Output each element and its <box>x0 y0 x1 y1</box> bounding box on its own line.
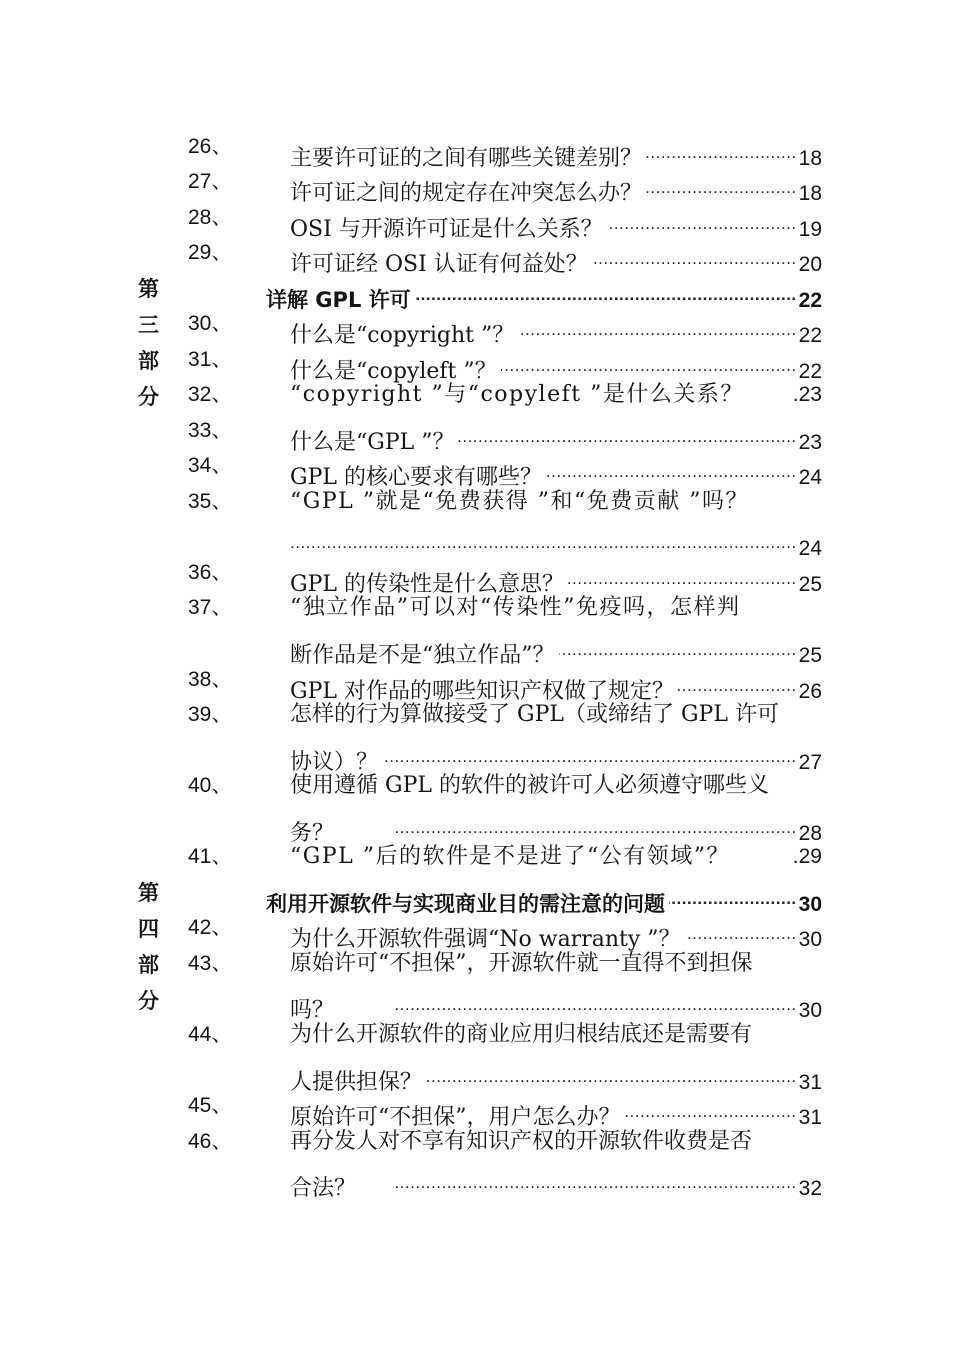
entry-number: 37、 <box>188 596 233 619</box>
entry-title-continued: 人提供担保？ <box>290 1070 423 1095</box>
entry-number: 40、 <box>188 774 233 797</box>
entry-page: 25 <box>798 573 822 596</box>
entry-title-continued: 协议）？ <box>290 750 379 775</box>
dot-leader <box>415 271 797 307</box>
entry-title: 什么是“copyright ”？ <box>290 323 515 348</box>
dot-leader <box>290 519 797 555</box>
entry-title: GPL 对作品的哪些知识产权做了规定？ <box>290 679 674 704</box>
entry-title: 使用遵循 GPL 的软件的被许可人必须遵守哪些义 <box>290 773 769 798</box>
dot-leader <box>518 306 796 342</box>
entry-number: 27、 <box>188 170 233 193</box>
entry-page: 19 <box>798 218 822 241</box>
entry-page: 18 <box>798 182 822 205</box>
section-number: 第三部分 <box>138 277 159 409</box>
entry-page: 32 <box>798 1177 822 1200</box>
entry-title-continued: 吗？ <box>290 998 335 1023</box>
entry-number: 32、 <box>188 383 233 406</box>
entry-title: “copyright ”与“copyleft ”是什么关系？ <box>290 382 744 407</box>
entry-page: 26 <box>798 680 822 703</box>
dot-leader <box>625 1088 797 1124</box>
entry-title: OSI 与开源许可证是什么关系？ <box>290 217 603 242</box>
entry-title: GPL 的传染性是什么意思？ <box>290 572 564 597</box>
entry-title: 再分发人对不享有知识产权的开源软件收费是否 <box>290 1129 753 1154</box>
entry-title: 原始许可“不担保”，用户怎么办？ <box>290 1105 621 1130</box>
entry-number: 35、 <box>188 490 233 513</box>
dot-leader <box>458 413 796 449</box>
entry-page: 22 <box>798 289 822 312</box>
entry-title: 许可证之间的规定存在冲突怎么办？ <box>290 181 643 206</box>
entry-page: 31 <box>798 1106 822 1129</box>
dot-leader <box>646 129 797 165</box>
dot-leader <box>394 981 797 1017</box>
dot-leader <box>607 200 797 236</box>
dot-leader <box>501 342 797 378</box>
dot-leader <box>685 910 797 946</box>
entry-number: 46、 <box>188 1130 233 1153</box>
dot-leader <box>669 875 797 911</box>
section-number: 第四部分 <box>138 881 159 1013</box>
dot-leader <box>426 1053 797 1089</box>
entry-page: .29 <box>792 845 822 868</box>
entry-page: 24 <box>798 537 822 560</box>
entry-number: 28、 <box>188 206 233 229</box>
entry-number: 41、 <box>188 845 233 868</box>
entry-title: “GPL ”就是“免费获得 ”和“免费贡献 ”吗？ <box>290 489 749 514</box>
entry-page: 25 <box>798 644 822 667</box>
entry-page: 30 <box>798 928 822 951</box>
section-title: 利用开源软件与实现商业目的需注意的问题 <box>266 892 665 916</box>
section-title: 详解 GPL 许可 <box>266 288 411 312</box>
entry-title: 原始许可“不担保”，开源软件就一直得不到担保 <box>290 951 753 976</box>
entry-page: 30 <box>798 893 822 916</box>
entry-page: 31 <box>798 1071 822 1094</box>
dot-leader <box>646 164 797 200</box>
entry-number: 43、 <box>188 952 233 975</box>
entry-title: GPL 的核心要求有哪些？ <box>290 465 542 490</box>
entry-page: 22 <box>798 324 822 347</box>
entry-page: 18 <box>798 147 822 170</box>
entry-number: 34、 <box>188 454 233 477</box>
entry-number: 33、 <box>188 419 233 442</box>
entry-title: 主要许可证的之间有哪些关键差别？ <box>290 146 643 171</box>
entry-title: 怎样的行为算做接受了 GPL（或缔结了 GPL 许可 <box>290 702 779 727</box>
dot-leader <box>592 235 797 271</box>
entry-number: 36、 <box>188 561 233 584</box>
dot-leader <box>559 626 797 662</box>
entry-title: 为什么开源软件的商业应用归根结底还是需要有 <box>290 1022 753 1047</box>
entry-number: 31、 <box>188 348 233 371</box>
entry-title: “GPL ”后的软件是不是进了“公有领域”？ <box>290 844 730 869</box>
entry-page: 27 <box>798 751 822 774</box>
entry-page: 28 <box>798 822 822 845</box>
entry-number: 39、 <box>188 703 233 726</box>
entry-number: 29、 <box>188 241 233 264</box>
entry-number: 26、 <box>188 135 233 158</box>
entry-page: .23 <box>792 383 822 406</box>
entry-title-continued: 断作品是不是“独立作品”？ <box>290 643 555 668</box>
entry-title-continued: 务？ <box>290 821 335 846</box>
entry-title: 什么是“GPL ”？ <box>290 430 455 455</box>
entry-title: 许可证经 OSI 认证有何益处？ <box>290 252 588 277</box>
dot-leader <box>394 804 797 840</box>
dot-leader <box>382 733 797 769</box>
dot-leader <box>568 555 797 591</box>
entry-number: 38、 <box>188 668 233 691</box>
entry-page: 24 <box>798 466 822 489</box>
entry-page: 30 <box>798 999 822 1022</box>
dot-leader <box>678 662 797 698</box>
entry-page: 20 <box>798 253 822 276</box>
dot-leader <box>394 1159 797 1195</box>
entry-title: “独立作品”可以对“传染性”免疫吗，怎样判 <box>290 595 741 620</box>
entry-page: 22 <box>798 360 822 383</box>
entry-number: 44、 <box>188 1023 233 1046</box>
entry-number: 45、 <box>188 1094 233 1117</box>
entry-title: 什么是“copyleft ”？ <box>290 359 497 384</box>
dot-leader <box>546 448 797 484</box>
entry-page: 23 <box>798 431 822 454</box>
entry-number: 30、 <box>188 312 233 335</box>
entry-title-continued: 合法？ <box>290 1176 357 1201</box>
entry-number: 42、 <box>188 916 233 939</box>
entry-title: 为什么开源软件强调“No warranty ”？ <box>290 927 681 952</box>
